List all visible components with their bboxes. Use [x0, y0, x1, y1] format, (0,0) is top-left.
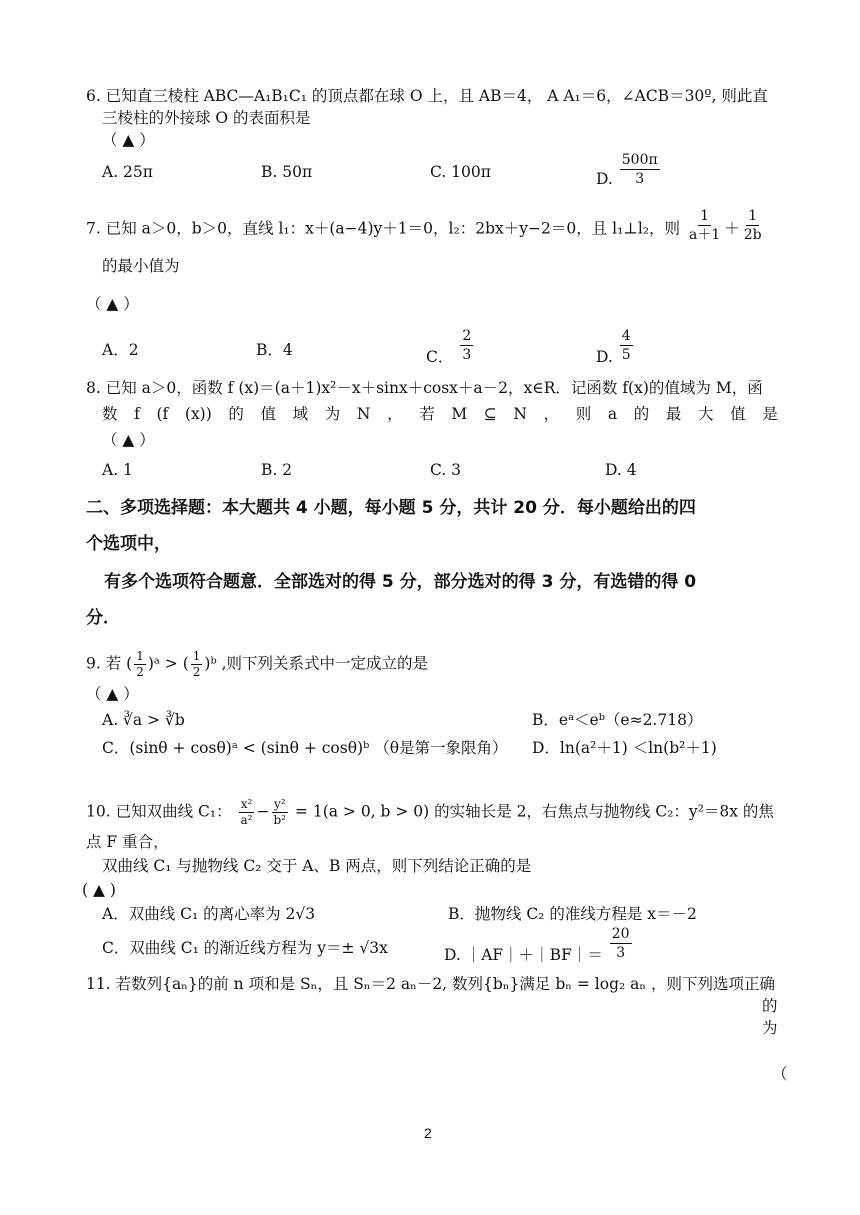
q10-line1 [86, 798, 774, 827]
q6-option-a: A. 25π [102, 163, 153, 181]
q8-line2-word: ， [387, 405, 403, 423]
q8-option-d: D. 4 [605, 461, 637, 479]
q8-line2-word: 值 [730, 405, 746, 423]
q7-option-d-label: D. [596, 347, 613, 366]
q8-line2-word: 的 [228, 405, 244, 423]
q7-fraction-2-num: 1 [748, 208, 758, 224]
q10-option-c: C．双曲线 C₁ 的渐近线方程为 y＝± √3x [102, 939, 388, 957]
q8-line2-word: 最 [665, 405, 682, 423]
q9-line1 [86, 650, 428, 679]
section2-heading-line1: 二、多项选择题：本大题共 4 小题，每小题 5 分，共计 20 分．每小题给出的四 [86, 498, 696, 518]
q7-fraction-1-num: 1 [700, 208, 710, 224]
q6-option-d-fraction [620, 152, 660, 187]
q8-line2-word: 若 [419, 405, 435, 423]
q8-line2-word: (x)) [184, 405, 212, 423]
q8-line2-word: 的 [633, 405, 650, 423]
q10-option-d-den: 3 [616, 945, 626, 961]
q8-option-b: B. 2 [261, 461, 293, 479]
q7-fraction-1-den: a＋1 [688, 227, 721, 243]
q9-option-c: C．(sinθ + cosθ)ᵃ < (sinθ + cosθ)ᵇ （θ是第一象限角） [102, 739, 508, 757]
q8-line2 [102, 404, 778, 424]
q8-line2-word: 是 [762, 405, 778, 423]
q6-line2: 三棱柱的外接球 O 的表面积是 [102, 109, 311, 127]
q7-plus: ＋ [724, 219, 740, 238]
q7-option-c-num: 2 [462, 328, 472, 344]
q10-y-over-b [271, 798, 288, 827]
q9-option-a: A. ∛a > ∛b [102, 711, 185, 729]
q10-line2: 点 F 重合， [86, 833, 169, 851]
q10-option-d-fraction [610, 926, 632, 961]
q7-option-d-fraction [620, 328, 633, 363]
section2-heading-line4: 分． [86, 608, 120, 628]
q9-mid: )ᵃ > ( [147, 654, 189, 673]
q7-option-d-den: 5 [621, 347, 631, 363]
q6-option-d-label: D. [596, 169, 613, 188]
q10-option-a: A．双曲线 C₁ 的离心率为 2√3 [102, 905, 316, 923]
q9-half-1 [134, 650, 146, 679]
q10-answer-blank: ( ▲ ) [82, 881, 116, 899]
q8-line2-word: 大 [697, 405, 714, 423]
q10-option-d [444, 926, 634, 964]
q9-half-2-num: 1 [192, 649, 201, 663]
q7-fraction-2-den: 2b [743, 227, 762, 243]
q9-answer-blank: （ ▲ ） [86, 685, 139, 703]
q10-option-b: B．抛物线 C₂ 的准线方程是 x＝－2 [448, 905, 697, 923]
q10-option-d-label: D. ｜AF｜＋｜BF｜＝ [444, 945, 603, 964]
q6-option-d-denominator: 3 [635, 171, 645, 187]
q8-line2-word: a [607, 405, 618, 423]
q6-option-c: C. 100π [430, 163, 491, 181]
page-number: 2 [424, 1125, 432, 1141]
q7-option-c [426, 328, 475, 366]
q8-line2-word: f [134, 405, 140, 423]
q7-option-d-num: 4 [621, 328, 631, 344]
q8-line2-word: 数 [102, 405, 118, 423]
q10-y2: y² [273, 797, 286, 811]
q11-line1: 11. 若数列{aₙ}的前 n 项和是 Sₙ，且 Sₙ＝2 aₙ－2, 数列{bₙ}满足 bₙ = log₂ aₙ ，则下列选项正确 [86, 975, 776, 993]
q8-line2-word: ⊆ [483, 405, 497, 423]
q8-line2-word: 域 [292, 405, 309, 423]
q11-line3: 为 [762, 1019, 778, 1037]
q10-line3: 双曲线 C₁ 与抛物线 C₂ 交于 A、B 两点，则下列结论正确的是 [102, 857, 532, 875]
q10-b2: b² [273, 813, 286, 827]
q10-option-d-num: 20 [611, 926, 630, 942]
q9-half-1-num: 1 [136, 649, 144, 663]
q7-fraction-2 [742, 208, 764, 243]
q7-answer-blank: （ ▲ ） [86, 295, 139, 313]
q8-line2-word: N [356, 405, 371, 423]
q11-line4: （ [772, 1065, 788, 1083]
q7-fraction-1 [687, 208, 722, 243]
q10-x2: x² [240, 797, 253, 811]
q6-answer-blank: （ ▲ ） [102, 131, 155, 149]
q8-line2-word: N [513, 405, 527, 423]
q7-stem: 7. 已知 a＞0，b＞0，直线 l₁：x＋(a−4)y＋1＝0，l₂：2bx＋y−2＝0，且 l₁⊥l₂，则 [86, 219, 681, 238]
q8-line2-word: 为 [324, 405, 341, 423]
section2-heading-line3: 有多个选项符合题意．全部选对的得 5 分，部分选对的得 3 分，有选错的得 0 [104, 572, 697, 592]
q9-half-2-den: 2 [192, 665, 201, 679]
q9-option-b: B．eᵃ＜eᵇ（e≈2.718） [532, 711, 703, 729]
q8-answer-blank: （ ▲ ） [102, 431, 155, 449]
q7-option-d [596, 328, 635, 366]
q8-line2-word: M [451, 405, 468, 423]
q8-line2-word: ， [543, 405, 560, 423]
q8-option-a: A. 1 [102, 461, 133, 479]
q8-line2-word: 值 [260, 405, 277, 423]
q7-option-c-label: C． [426, 347, 454, 366]
q10-prefix: 10. 已知双曲线 C₁： [86, 802, 232, 821]
q6-option-d [596, 152, 662, 187]
q7-line1 [86, 208, 766, 247]
q7-option-c-den: 3 [462, 347, 472, 363]
q7-line2: 的最小值为 [102, 257, 180, 275]
q7-option-c-fraction [460, 328, 473, 363]
q9-half-2 [191, 650, 203, 679]
q8-line2-word: 则 [575, 405, 592, 423]
q8-option-c: C. 3 [430, 461, 462, 479]
q9-option-d: D．ln(a²＋1) ＜ln(b²＋1) [532, 739, 717, 757]
q9-half-1-den: 2 [136, 665, 144, 679]
q7-option-a: A．2 [102, 341, 139, 359]
q6-line1: 6. 已知直三棱柱 ABC—A₁B₁C₁ 的顶点都在球 O 上，且 AB＝4， A A₁＝6，∠ACB＝30º, 则此直 [86, 87, 768, 105]
q7-option-b: B．4 [256, 341, 293, 359]
q8-line2-words [102, 404, 778, 424]
q8-line1: 8. 已知 a＞0，函数 f (x)＝(a＋1)x²－x＋sinx＋cosx＋a－2，x∈R．记函数 f(x)的值域为 M，函 [86, 379, 763, 397]
q11-line2: 的 [762, 997, 778, 1015]
q10-condition: = 1(a > 0, b > 0) 的实轴长是 2，右焦点与抛物线 C₂：y²＝8x 的焦 [294, 802, 774, 821]
q6-option-b: B. 50π [261, 163, 313, 181]
q10-x-over-a [239, 798, 255, 827]
q10-a2: a² [240, 813, 253, 827]
q6-option-d-numerator: 500π [621, 152, 658, 168]
section2-heading-line2: 个选项中， [86, 534, 171, 554]
q8-line2-word: (f [156, 405, 169, 423]
q9-prefix: 9. 若 ( [86, 654, 133, 673]
q10-minus: − [256, 802, 270, 821]
q9-tail: )ᵇ ,则下列关系式中一定成立的是 [204, 654, 429, 673]
